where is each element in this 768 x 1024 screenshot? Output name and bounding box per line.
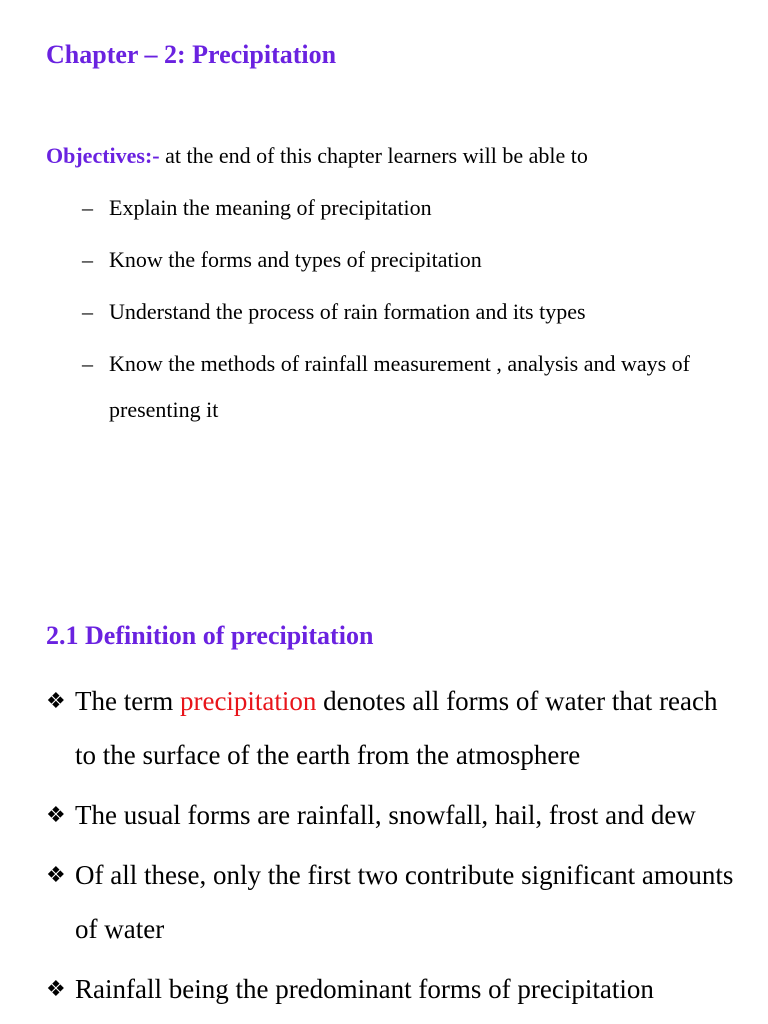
list-item bbox=[46, 788, 736, 842]
objective-text: Know the forms and types of precipitation bbox=[109, 247, 482, 272]
objectives-intro: at the end of this chapter learners will be able to bbox=[159, 143, 588, 168]
dash-bullet-icon: – bbox=[82, 299, 93, 324]
list-item bbox=[46, 848, 736, 956]
list-item bbox=[82, 341, 732, 433]
objectives-line bbox=[46, 141, 588, 171]
objective-text: Understand the process of rain formation and its types bbox=[109, 299, 586, 324]
dash-bullet-icon: – bbox=[82, 247, 93, 272]
definition-bullets bbox=[46, 674, 736, 1022]
objective-text: Know the methods of rainfall measurement , analysis and ways of presenting it bbox=[109, 351, 691, 422]
diamond-bullet-icon: ❖ bbox=[46, 688, 66, 713]
objective-text: Explain the meaning of precipitation bbox=[109, 195, 432, 220]
section-title: 2.1 Definition of precipitation bbox=[46, 621, 374, 650]
list-item bbox=[82, 297, 732, 327]
bullet-text-after: denotes all forms of water that reach to the surface of the earth from the atmosphere bbox=[75, 686, 718, 770]
list-item bbox=[82, 245, 732, 275]
list-item bbox=[46, 962, 736, 1016]
highlighted-term: precipitation bbox=[179, 686, 317, 716]
bullet-text: The usual forms are rainfall, snowfall, hail, frost and dew bbox=[75, 800, 696, 830]
bullet-text: Rainfall being the predominant forms of precipitation bbox=[75, 974, 654, 1004]
dash-bullet-icon: – bbox=[82, 351, 93, 376]
objectives-list bbox=[82, 193, 732, 455]
diamond-bullet-icon: ❖ bbox=[46, 976, 66, 1001]
list-item bbox=[46, 674, 736, 782]
chapter-title: Chapter – 2: Precipitation bbox=[46, 40, 337, 69]
diamond-bullet-icon: ❖ bbox=[46, 802, 66, 827]
diamond-bullet-icon: ❖ bbox=[46, 862, 66, 887]
dash-bullet-icon: – bbox=[82, 195, 93, 220]
bullet-text-before: The term bbox=[75, 686, 180, 716]
list-item bbox=[82, 193, 732, 223]
objectives-label: Objectives:- bbox=[46, 143, 160, 168]
bullet-text: Of all these, only the first two contribute significant amounts of water bbox=[75, 860, 734, 944]
